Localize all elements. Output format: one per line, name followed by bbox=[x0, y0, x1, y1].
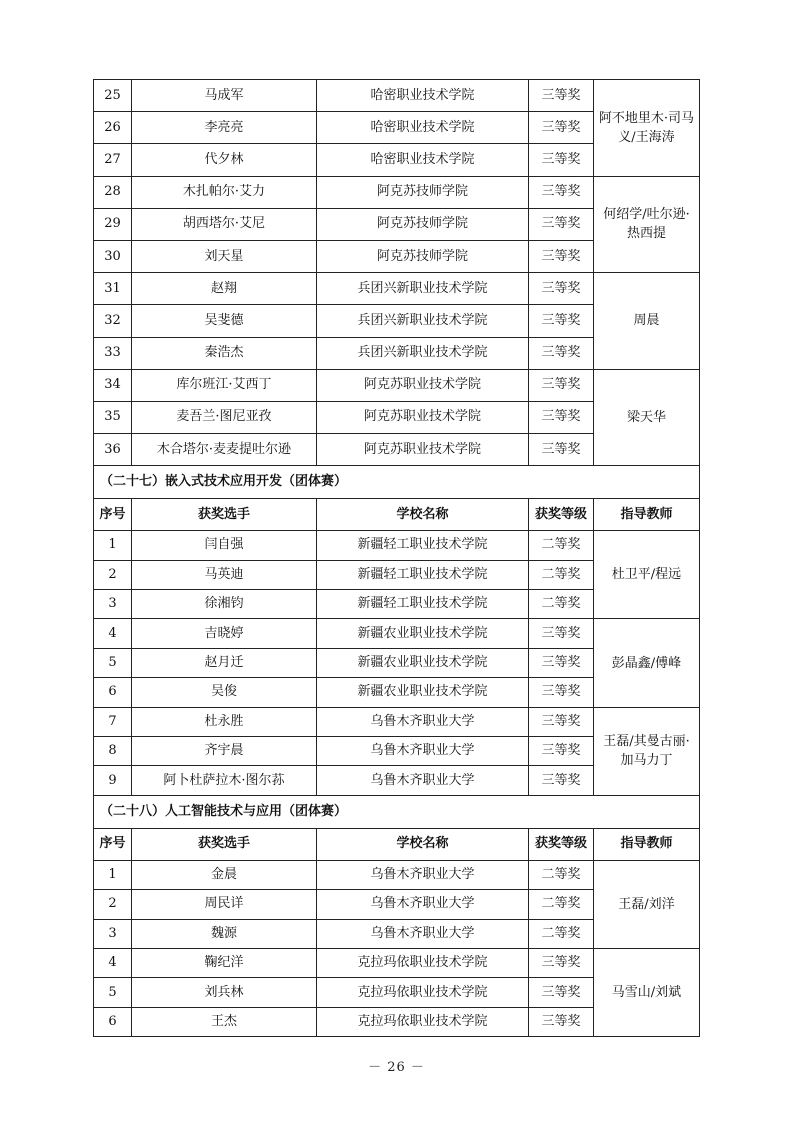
header-name: 获奖选手 bbox=[132, 828, 317, 860]
cell-school: 乌鲁木齐职业大学 bbox=[317, 766, 529, 795]
cell-school: 乌鲁木齐职业大学 bbox=[317, 919, 529, 948]
cell-school: 克拉玛依职业技术学院 bbox=[317, 948, 529, 977]
cell-name: 赵翔 bbox=[132, 273, 317, 305]
cell-level: 三等奖 bbox=[529, 240, 594, 272]
cell-name: 魏源 bbox=[132, 919, 317, 948]
cell-school: 兵团兴新职业技术学院 bbox=[317, 273, 529, 305]
cell-no: 2 bbox=[94, 560, 132, 589]
table-row bbox=[94, 531, 700, 560]
cell-school: 克拉玛依职业技术学院 bbox=[317, 978, 529, 1007]
cell-level: 三等奖 bbox=[529, 144, 594, 176]
cell-level: 二等奖 bbox=[529, 531, 594, 560]
cell-name: 徐湘钧 bbox=[132, 590, 317, 619]
cell-no: 9 bbox=[94, 766, 132, 795]
cell-name: 麦吾兰·图尼亚孜 bbox=[132, 401, 317, 433]
cell-no: 6 bbox=[94, 1007, 132, 1036]
cell-name: 马成军 bbox=[132, 80, 317, 112]
cell-no: 28 bbox=[94, 176, 132, 208]
cell-teacher: 梁天华 bbox=[594, 369, 700, 466]
cell-teacher: 杜卫平/程远 bbox=[594, 531, 700, 619]
cell-name: 鞠纪洋 bbox=[132, 948, 317, 977]
header-teacher: 指导教师 bbox=[594, 499, 700, 531]
table-row bbox=[94, 707, 700, 736]
cell-school: 哈密职业技术学院 bbox=[317, 144, 529, 176]
cell-name: 吴斐德 bbox=[132, 305, 317, 337]
cell-level: 三等奖 bbox=[529, 619, 594, 648]
cell-no: 1 bbox=[94, 531, 132, 560]
header-no: 序号 bbox=[94, 499, 132, 531]
cell-name: 库尔班江·艾西丁 bbox=[132, 369, 317, 401]
cell-no: 6 bbox=[94, 678, 132, 707]
table-row bbox=[94, 369, 700, 401]
table-row bbox=[94, 176, 700, 208]
cell-school: 乌鲁木齐职业大学 bbox=[317, 736, 529, 765]
cell-school: 兵团兴新职业技术学院 bbox=[317, 337, 529, 369]
cell-no: 2 bbox=[94, 890, 132, 919]
table-row bbox=[94, 80, 700, 112]
section-title: （二十七）嵌入式技术应用开发（团体赛） bbox=[94, 466, 700, 499]
cell-no: 30 bbox=[94, 240, 132, 272]
cell-name: 胡西塔尔·艾尼 bbox=[132, 208, 317, 240]
cell-school: 哈密职业技术学院 bbox=[317, 112, 529, 144]
cell-name: 阿卜杜萨拉木·图尔荪 bbox=[132, 766, 317, 795]
cell-name: 刘兵林 bbox=[132, 978, 317, 1007]
cell-name: 齐宇晨 bbox=[132, 736, 317, 765]
cell-teacher: 何绍学/吐尔逊·热西提 bbox=[594, 176, 700, 273]
cell-level: 三等奖 bbox=[529, 678, 594, 707]
cell-level: 三等奖 bbox=[529, 305, 594, 337]
cell-level: 三等奖 bbox=[529, 80, 594, 112]
cell-level: 三等奖 bbox=[529, 736, 594, 765]
cell-no: 4 bbox=[94, 619, 132, 648]
cell-level: 三等奖 bbox=[529, 273, 594, 305]
cell-no: 8 bbox=[94, 736, 132, 765]
cell-no: 26 bbox=[94, 112, 132, 144]
cell-name: 王杰 bbox=[132, 1007, 317, 1036]
cell-name: 吴俊 bbox=[132, 678, 317, 707]
cell-school: 阿克苏职业技术学院 bbox=[317, 401, 529, 433]
cell-level: 三等奖 bbox=[529, 369, 594, 401]
cell-school: 兵团兴新职业技术学院 bbox=[317, 305, 529, 337]
cell-level: 三等奖 bbox=[529, 1007, 594, 1036]
cell-level: 三等奖 bbox=[529, 948, 594, 977]
cell-name: 闫自强 bbox=[132, 531, 317, 560]
cell-level: 二等奖 bbox=[529, 919, 594, 948]
cell-school: 乌鲁木齐职业大学 bbox=[317, 890, 529, 919]
cell-no: 5 bbox=[94, 648, 132, 677]
cell-school: 阿克苏职业技术学院 bbox=[317, 369, 529, 401]
header-level: 获奖等级 bbox=[529, 828, 594, 860]
cell-level: 三等奖 bbox=[529, 766, 594, 795]
header-no: 序号 bbox=[94, 828, 132, 860]
cell-level: 三等奖 bbox=[529, 434, 594, 466]
cell-teacher: 周晨 bbox=[594, 273, 700, 370]
cell-level: 二等奖 bbox=[529, 590, 594, 619]
cell-school: 新疆农业职业技术学院 bbox=[317, 619, 529, 648]
section-heading-row bbox=[94, 466, 700, 499]
cell-no: 33 bbox=[94, 337, 132, 369]
section-title: （二十八）人工智能技术与应用（团体赛） bbox=[94, 795, 700, 828]
cell-name: 木合塔尔·麦麦提吐尔逊 bbox=[132, 434, 317, 466]
cell-name: 周民详 bbox=[132, 890, 317, 919]
cell-no: 31 bbox=[94, 273, 132, 305]
cell-level: 三等奖 bbox=[529, 707, 594, 736]
table-row bbox=[94, 619, 700, 648]
cell-school: 乌鲁木齐职业大学 bbox=[317, 707, 529, 736]
table-row bbox=[94, 860, 700, 889]
header-teacher: 指导教师 bbox=[594, 828, 700, 860]
cell-teacher: 彭晶鑫/傅峰 bbox=[594, 619, 700, 707]
header-school: 学校名称 bbox=[317, 828, 529, 860]
awards-table bbox=[93, 79, 700, 1037]
cell-name: 赵月迁 bbox=[132, 648, 317, 677]
header-school: 学校名称 bbox=[317, 499, 529, 531]
table-row bbox=[94, 273, 700, 305]
cell-teacher: 王磊/刘洋 bbox=[594, 860, 700, 948]
cell-school: 克拉玛依职业技术学院 bbox=[317, 1007, 529, 1036]
cell-name: 马英迪 bbox=[132, 560, 317, 589]
cell-name: 代夕林 bbox=[132, 144, 317, 176]
cell-level: 三等奖 bbox=[529, 112, 594, 144]
header-name: 获奖选手 bbox=[132, 499, 317, 531]
cell-name: 吉晓婷 bbox=[132, 619, 317, 648]
cell-no: 4 bbox=[94, 948, 132, 977]
cell-no: 3 bbox=[94, 590, 132, 619]
cell-name: 杜永胜 bbox=[132, 707, 317, 736]
cell-level: 二等奖 bbox=[529, 860, 594, 889]
cell-level: 三等奖 bbox=[529, 337, 594, 369]
table-header-row bbox=[94, 828, 700, 860]
cell-no: 35 bbox=[94, 401, 132, 433]
cell-no: 34 bbox=[94, 369, 132, 401]
cell-school: 新疆轻工职业技术学院 bbox=[317, 560, 529, 589]
cell-level: 二等奖 bbox=[529, 890, 594, 919]
cell-school: 新疆轻工职业技术学院 bbox=[317, 531, 529, 560]
cell-school: 哈密职业技术学院 bbox=[317, 80, 529, 112]
cell-no: 7 bbox=[94, 707, 132, 736]
cell-school: 乌鲁木齐职业大学 bbox=[317, 860, 529, 889]
header-level: 获奖等级 bbox=[529, 499, 594, 531]
cell-school: 阿克苏技师学院 bbox=[317, 176, 529, 208]
table-body bbox=[94, 80, 700, 1037]
section-heading-row bbox=[94, 795, 700, 828]
cell-school: 阿克苏职业技术学院 bbox=[317, 434, 529, 466]
page-number: － 26 － bbox=[368, 1060, 425, 1075]
cell-school: 新疆轻工职业技术学院 bbox=[317, 590, 529, 619]
cell-no: 32 bbox=[94, 305, 132, 337]
cell-no: 1 bbox=[94, 860, 132, 889]
cell-school: 阿克苏技师学院 bbox=[317, 240, 529, 272]
cell-school: 阿克苏技师学院 bbox=[317, 208, 529, 240]
table-header-row bbox=[94, 499, 700, 531]
cell-no: 29 bbox=[94, 208, 132, 240]
cell-teacher: 王磊/其曼古丽·加马力丁 bbox=[594, 707, 700, 795]
cell-name: 李亮亮 bbox=[132, 112, 317, 144]
cell-level: 三等奖 bbox=[529, 648, 594, 677]
cell-level: 三等奖 bbox=[529, 978, 594, 1007]
cell-no: 3 bbox=[94, 919, 132, 948]
cell-name: 木扎帕尔·艾力 bbox=[132, 176, 317, 208]
cell-name: 金晨 bbox=[132, 860, 317, 889]
cell-no: 5 bbox=[94, 978, 132, 1007]
cell-school: 新疆农业职业技术学院 bbox=[317, 648, 529, 677]
cell-name: 刘天星 bbox=[132, 240, 317, 272]
cell-level: 二等奖 bbox=[529, 560, 594, 589]
cell-teacher: 马雪山/刘斌 bbox=[594, 948, 700, 1036]
table-row bbox=[94, 948, 700, 977]
cell-no: 27 bbox=[94, 144, 132, 176]
cell-no: 36 bbox=[94, 434, 132, 466]
cell-level: 三等奖 bbox=[529, 208, 594, 240]
cell-school: 新疆农业职业技术学院 bbox=[317, 678, 529, 707]
cell-no: 25 bbox=[94, 80, 132, 112]
cell-level: 三等奖 bbox=[529, 176, 594, 208]
cell-teacher: 阿不地里木·司马义/王海涛 bbox=[594, 80, 700, 177]
cell-level: 三等奖 bbox=[529, 401, 594, 433]
cell-name: 秦浩杰 bbox=[132, 337, 317, 369]
